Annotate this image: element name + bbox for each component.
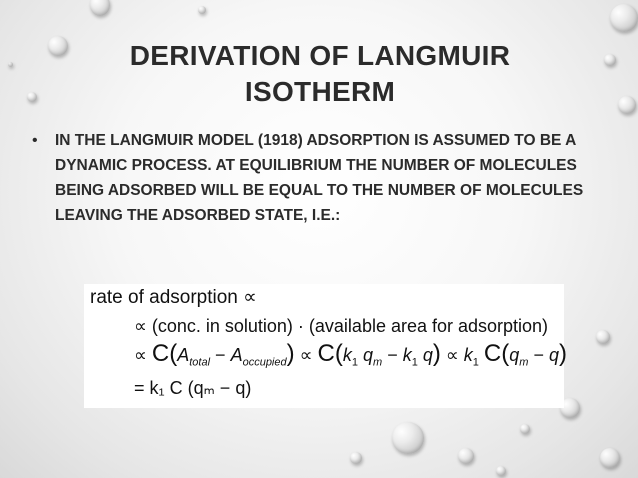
bullet-paragraph <box>32 128 592 228</box>
water-drop-decoration <box>8 62 13 67</box>
formula-line-3: ∝ $C(A_{total} - A_{occupied}) \propto C(k_1$ $q_m - k_1$ $q) \propto k_1$ $C(q_m - q)$ <box>134 340 567 369</box>
title-line-1: DERIVATION OF LANGMUIR <box>129 40 511 71</box>
bullet-text: IN THE LANGMUIR MODEL (1918) ADSORPTION IS ASSUMED TO BE A DYNAMIC PROCESS. AT EQUILIBRIUM THE NUMBER OF MOLECULES BEING ADSORBED WILL BE EQUAL TO THE NUMBER OF MOLECULES LEAVING THE ADSORBED STATE, I.E.: <box>55 132 584 224</box>
water-drop-decoration <box>604 54 616 66</box>
water-drop-decoration <box>392 422 424 454</box>
water-drop-decoration <box>520 424 530 434</box>
water-drop-decoration <box>618 96 636 114</box>
water-drop-decoration <box>350 452 362 464</box>
formula-line-4: = k₁ C (qₘ − q) <box>134 378 252 398</box>
title-line-2: ISOTHERM <box>244 76 396 107</box>
formula-line-1: rate of adsorption ∝ <box>90 287 257 308</box>
water-drop-decoration <box>458 448 474 464</box>
bullet-icon: • <box>32 132 38 149</box>
water-drop-decoration <box>198 6 206 14</box>
water-drop-decoration <box>610 4 638 32</box>
water-drop-decoration <box>27 92 37 102</box>
slide-title <box>60 38 580 110</box>
formula-line-2: ∝ (conc. in solution) · (available area for adsorption) <box>134 316 549 336</box>
water-drop-decoration <box>90 0 110 16</box>
water-drop-decoration <box>496 466 506 476</box>
water-drop-decoration <box>600 448 620 468</box>
water-drop-decoration <box>596 330 610 344</box>
formula-box <box>84 284 567 408</box>
